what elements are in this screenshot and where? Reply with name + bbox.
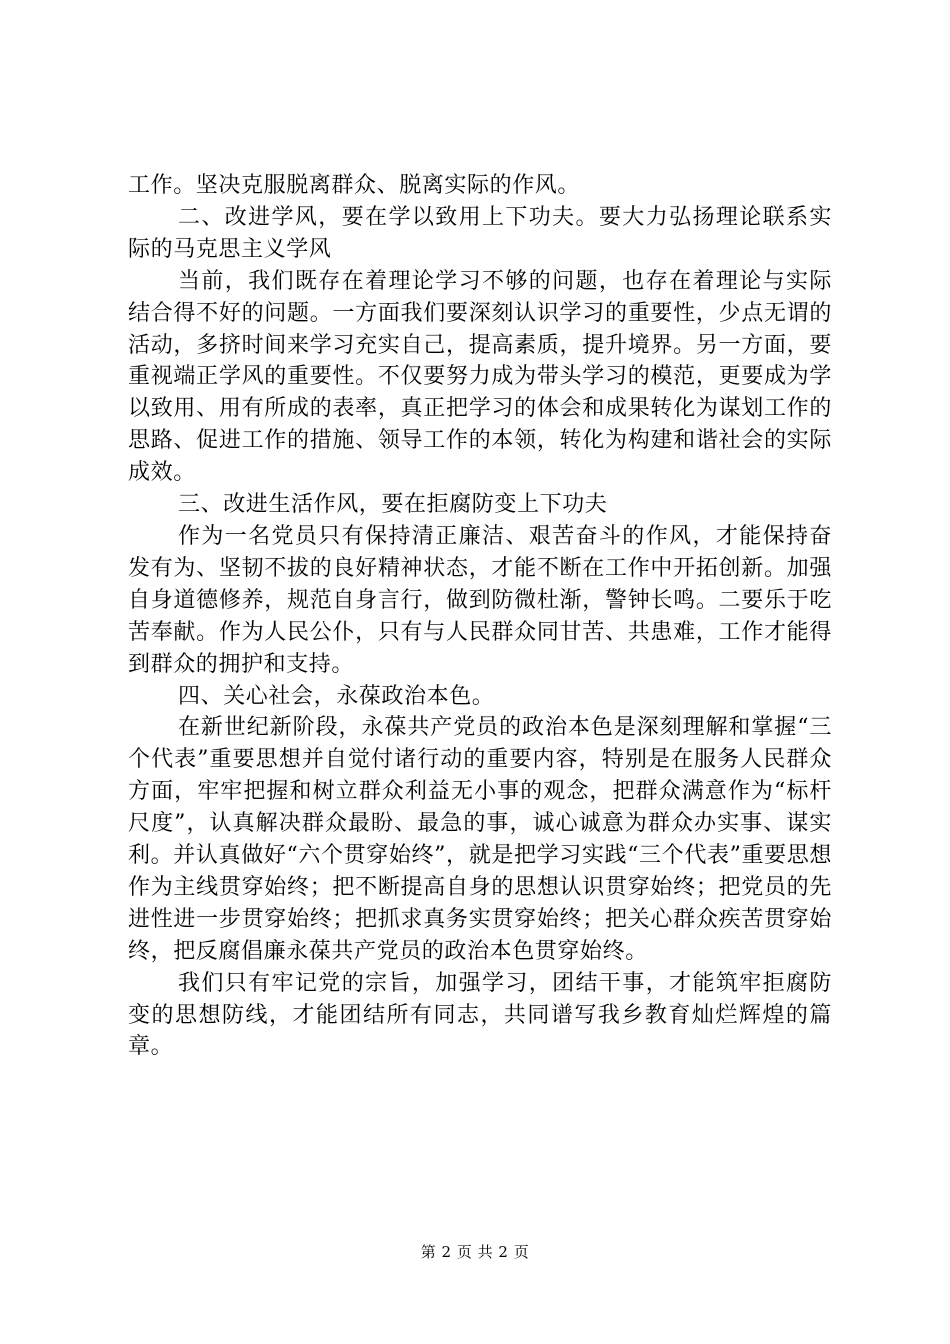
paragraph-study-style: 当前，我们既存在着理论学习不够的问题，也存在着理论与实际结合得不好的问题。一方面我们要深刻认识学习的重要性，少点无谓的活动，多挤时间来学习充实自己，提高素质，提升境界。另一方面，要重视端正学风的重要性。不仅要努力成为带头学习的模范，更要成为学以致用、用有所成的表率，真正把学习的体会和成果转化为谋划工作的思路、促进工作的措施、领导工作的本领，转化为构建和谐社会的实际成效。	[128, 268, 832, 486]
heading-life-style: 三、改进生活作风，要在拒腐防变上下功夫	[178, 492, 608, 518]
heading-study-style: 二、改进学风，要在学以致用上下功夫。要大力弘扬理论联系实际的马克思主义学风	[128, 204, 832, 262]
paragraph-conclusion: 我们只有牢记党的宗旨，加强学习，团结干事，才能筑牢拒腐防变的思想防线，才能团结所有同志，共同谱写我乡教育灿烂辉煌的篇章。	[128, 970, 832, 1060]
document-body	[128, 170, 832, 1063]
page-number-footer: 第 2 页 共 2 页	[420, 1243, 530, 1261]
paragraph-life-style: 作为一名党员只有保持清正廉洁、艰苦奋斗的作风，才能保持奋发有为、坚韧不拔的良好精神状态，才能不断在工作中开拓创新。加强自身道德修养，规范自身言行，做到防微杜渐，警钟长鸣。二要乐于吃苦奉献。作为人民公仆，只有与人民群众同甘苦、共患难，工作才能得到群众的拥护和支持。	[128, 523, 832, 677]
paragraph-continuation: 工作。坚决克服脱离群众、脱离实际的作风。	[128, 173, 581, 198]
heading-political-character: 四、关心社会，永葆政治本色。	[178, 683, 495, 709]
paragraph-political-character: 在新世纪新阶段，永葆共产党员的政治本色是深刻理解和掌握“三个代表”重要思想并自觉付诸行动的重要内容，特别是在服务人民群众方面，牢牢把握和树立群众利益无小事的观念，把群众满意作为“标杆尺度”，认真解决群众最盼、最急的事，诚心诚意为群众办实事、谋实利。并认真做好“六个贯穿始终”，就是把学习实践“三个代表”重要思想作为主线贯穿始终；把不断提高自身的思想认识贯穿始终；把党员的先进性进一步贯穿始终；把抓求真务实贯穿始终；把关心群众疾苦贯穿始终，把反腐倡廉永葆共产党员的政治本色贯穿始终。	[128, 715, 832, 964]
